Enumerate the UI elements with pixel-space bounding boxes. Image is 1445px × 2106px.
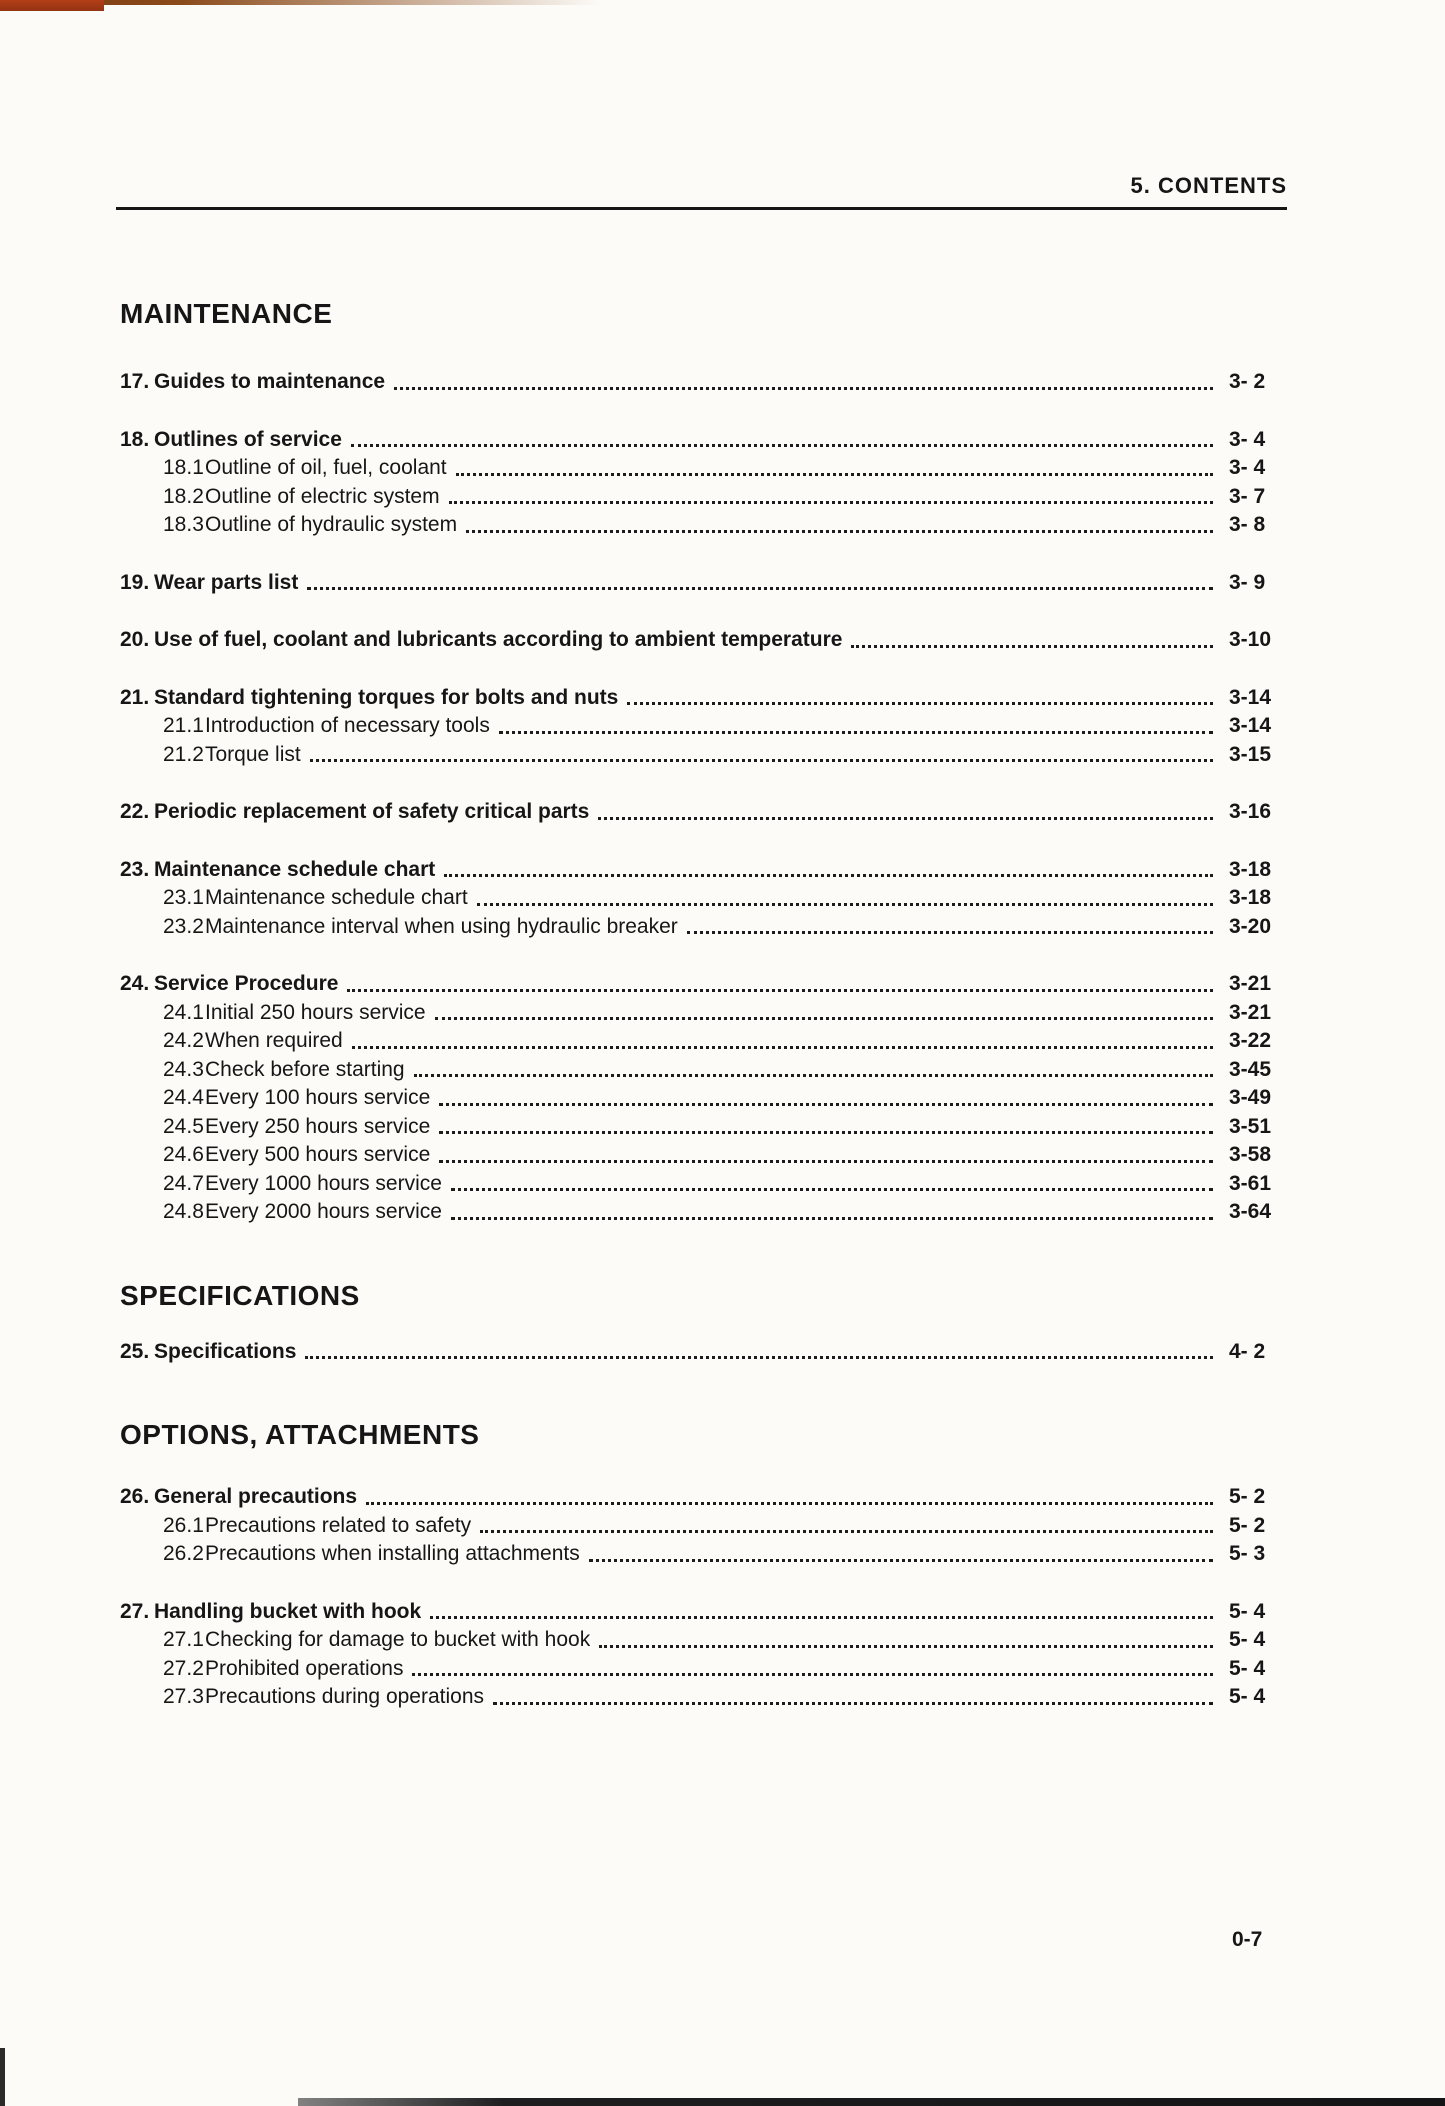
entry-number: 18. [120, 427, 150, 451]
toc-group [120, 684, 1287, 770]
toc-row [120, 1483, 1287, 1512]
entry-number: 26. [120, 1485, 150, 1508]
entry-number: 27. [120, 1599, 150, 1623]
scan-bottom-left-artifact [0, 2048, 5, 2106]
page-ref: 3-61 [1229, 1171, 1272, 1195]
leader-dots [599, 1645, 1213, 1648]
entry-title: Initial 250 hours service [205, 1000, 426, 1024]
toc-group [120, 426, 1287, 540]
toc-row [120, 712, 1287, 741]
leader-dots [352, 1046, 1213, 1049]
page-ref: 3-51 [1229, 1114, 1272, 1138]
leader-dots [466, 530, 1213, 533]
entry-number: 18.3 [163, 513, 204, 536]
entry-number: 22. [120, 800, 150, 823]
toc-row [120, 1598, 1287, 1627]
page-ref: 3-16 [1229, 800, 1272, 823]
leader-dots [451, 1188, 1213, 1191]
scan-bottom-edge-artifact [298, 2098, 1445, 2106]
section-heading: MAINTENANCE [120, 298, 333, 329]
toc-row [120, 1170, 1287, 1199]
page-ref: 3-49 [1229, 1086, 1272, 1109]
entry-number: 23.2 [163, 914, 204, 938]
page-ref: 3- 7 [1229, 484, 1266, 508]
entry-number: 18.2 [163, 484, 204, 508]
leader-dots [589, 1559, 1213, 1562]
leader-dots [412, 1673, 1213, 1676]
page-ref: 3-64 [1229, 1200, 1272, 1223]
toc-row [120, 1198, 1287, 1227]
entry-number: 20. [120, 628, 150, 651]
entry-number: 25. [120, 1339, 150, 1363]
page-ref: 3- 2 [1229, 370, 1266, 393]
entry-title: Torque list [205, 742, 301, 766]
toc-row [120, 741, 1287, 770]
entry-number: 21.2 [163, 742, 204, 766]
toc-row [120, 511, 1287, 540]
page-ref: 3-14 [1229, 714, 1272, 737]
leader-dots [456, 473, 1213, 476]
entry-title: Precautions related to safety [205, 1513, 472, 1537]
leader-dots [851, 645, 1213, 648]
page-ref: 3-18 [1229, 886, 1272, 909]
toc-row [120, 1540, 1287, 1569]
page-ref: 3-10 [1229, 628, 1272, 651]
entry-number: 24. [120, 972, 150, 995]
page-ref: 5- 4 [1229, 1656, 1266, 1680]
entry-number: 19. [120, 570, 150, 594]
toc-row [120, 1056, 1287, 1085]
toc-row [120, 684, 1287, 713]
toc-row [120, 1683, 1287, 1712]
entry-title: Maintenance schedule chart [205, 886, 468, 909]
page-header-title: 5. CONTENTS [1130, 173, 1287, 198]
leader-dots [307, 587, 1213, 590]
toc-row [120, 1512, 1287, 1541]
leader-dots [414, 1074, 1213, 1077]
leader-dots [439, 1103, 1213, 1106]
entry-number: 27.3 [163, 1685, 204, 1708]
leader-dots [351, 444, 1213, 447]
entry-title: Guides to maintenance [154, 370, 386, 393]
section-specifications [120, 1279, 1287, 1367]
leader-dots [477, 903, 1213, 906]
page-ref: 5- 3 [1229, 1542, 1266, 1565]
toc-group [120, 368, 1287, 397]
entry-number: 17. [120, 370, 150, 393]
leader-dots [449, 501, 1213, 504]
toc-row [120, 884, 1287, 913]
leader-dots [499, 731, 1213, 734]
entry-number: 23. [120, 857, 150, 881]
section-maintenance [120, 297, 1287, 1227]
leader-dots [451, 1217, 1213, 1220]
page-ref: 3- 4 [1229, 427, 1266, 451]
entry-title: Every 100 hours service [205, 1086, 431, 1109]
toc-row [120, 856, 1287, 885]
toc-group [120, 856, 1287, 942]
entry-title: Prohibited operations [205, 1656, 404, 1680]
entry-number: 24.3 [163, 1057, 204, 1081]
page-ref: 3-15 [1229, 742, 1272, 766]
entry-title: Outline of hydraulic system [205, 513, 458, 536]
page-ref: 3-21 [1229, 1000, 1272, 1024]
leader-dots [435, 1017, 1213, 1020]
entry-title: Maintenance interval when using hydraulic breaker [205, 914, 678, 938]
scan-red-bar-artifact [0, 0, 104, 11]
page-ref: 5- 4 [1229, 1685, 1266, 1708]
entry-number: 24.2 [163, 1029, 204, 1052]
page-ref: 3-21 [1229, 972, 1272, 995]
entry-title: Checking for damage to bucket with hook [205, 1628, 591, 1651]
page-ref: 3-45 [1229, 1057, 1272, 1081]
page-ref: 5- 4 [1229, 1599, 1266, 1623]
leader-dots [480, 1530, 1213, 1533]
leader-dots [444, 874, 1213, 877]
page-ref: 3- 4 [1229, 456, 1266, 479]
entry-title: Service Procedure [154, 972, 339, 995]
entry-title: Maintenance schedule chart [154, 857, 436, 881]
toc-group [120, 569, 1287, 598]
entry-number: 21.1 [163, 714, 204, 737]
page-ref: 5- 2 [1229, 1513, 1266, 1537]
leader-dots [347, 989, 1213, 992]
section-heading: SPECIFICATIONS [120, 1279, 360, 1311]
entry-number: 24.5 [163, 1114, 204, 1138]
entry-title: Every 250 hours service [205, 1114, 431, 1138]
toc-row [120, 1141, 1287, 1170]
entry-title: Outlines of service [154, 427, 342, 451]
entry-title: Use of fuel, coolant and lubricants according to ambient temperature [154, 628, 843, 651]
entry-number: 24.8 [163, 1200, 204, 1223]
entry-number: 24.4 [163, 1086, 204, 1109]
toc-row [120, 1113, 1287, 1142]
section-heading: OPTIONS, ATTACHMENTS [120, 1419, 480, 1450]
leader-dots [627, 702, 1213, 705]
entry-number: 24.7 [163, 1171, 204, 1195]
entry-title: Check before starting [205, 1057, 405, 1081]
leader-dots [394, 387, 1213, 390]
toc-row [120, 426, 1287, 455]
entry-title: Wear parts list [154, 570, 299, 594]
footer-page-number: 0-7 [1232, 1928, 1263, 1951]
toc-row [120, 483, 1287, 512]
entry-number: 21. [120, 685, 150, 709]
toc-group [120, 1598, 1287, 1712]
leader-dots [366, 1502, 1213, 1505]
leader-dots [493, 1702, 1213, 1705]
entry-title: Precautions during operations [205, 1685, 485, 1708]
entry-number: 23.1 [163, 886, 204, 909]
leader-dots [439, 1131, 1213, 1134]
entry-title: General precautions [154, 1485, 358, 1508]
page-ref: 3-58 [1229, 1143, 1272, 1166]
toc-row [120, 798, 1287, 827]
toc-row [120, 1626, 1287, 1655]
page-ref: 5- 4 [1229, 1628, 1266, 1651]
leader-dots [310, 759, 1213, 762]
toc-row [120, 913, 1287, 942]
entry-title: Periodic replacement of safety critical parts [154, 800, 590, 823]
entry-title: Every 500 hours service [205, 1143, 431, 1166]
entry-title: Handling bucket with hook [154, 1599, 422, 1623]
entry-title: Every 2000 hours service [205, 1200, 442, 1223]
page-ref: 3-14 [1229, 685, 1272, 709]
leader-dots [687, 931, 1213, 934]
toc-row [120, 970, 1287, 999]
entry-title: Outline of oil, fuel, coolant [205, 456, 447, 479]
toc-row [120, 1084, 1287, 1113]
entry-title: Specifications [154, 1339, 297, 1363]
toc-row [120, 569, 1287, 598]
leader-dots [430, 1616, 1213, 1619]
page-ref: 5- 2 [1229, 1485, 1266, 1508]
section-options-attachments [120, 1418, 1287, 1712]
entry-title: When required [205, 1029, 343, 1052]
entry-title: Outline of electric system [205, 484, 440, 508]
page-ref: 3- 9 [1229, 570, 1266, 594]
toc-group [120, 1483, 1287, 1569]
entry-number: 18.1 [163, 456, 204, 479]
entry-title: Standard tightening torques for bolts and nuts [154, 685, 619, 709]
toc-row [120, 999, 1287, 1028]
entry-number: 27.2 [163, 1656, 204, 1680]
toc-row [120, 1027, 1287, 1056]
entry-title: Every 1000 hours service [205, 1171, 442, 1195]
toc-group [120, 1338, 1287, 1367]
toc-group [120, 798, 1287, 827]
page-ref: 3-20 [1229, 914, 1272, 938]
toc-row [120, 1655, 1287, 1684]
page-ref: 3- 8 [1229, 513, 1266, 536]
entry-title: Precautions when installing attachments [205, 1542, 580, 1565]
page-ref: 3-18 [1229, 857, 1272, 881]
leader-dots [439, 1160, 1213, 1163]
toc-row [120, 626, 1287, 655]
toc-row [120, 454, 1287, 483]
toc-group [120, 970, 1287, 1227]
entry-number: 26.1 [163, 1513, 204, 1537]
page-ref: 4- 2 [1229, 1339, 1266, 1363]
entry-number: 24.6 [163, 1143, 204, 1166]
toc-group [120, 626, 1287, 655]
entry-number: 26.2 [163, 1542, 204, 1565]
leader-dots [598, 817, 1213, 820]
header-rule [116, 207, 1287, 210]
leader-dots [305, 1356, 1213, 1359]
entry-number: 24.1 [163, 1000, 204, 1024]
table-of-contents [120, 297, 1287, 1712]
entry-number: 27.1 [163, 1628, 204, 1651]
toc-row [120, 1338, 1287, 1367]
toc-row [120, 368, 1287, 397]
entry-title: Introduction of necessary tools [205, 714, 490, 737]
page-ref: 3-22 [1229, 1029, 1272, 1052]
